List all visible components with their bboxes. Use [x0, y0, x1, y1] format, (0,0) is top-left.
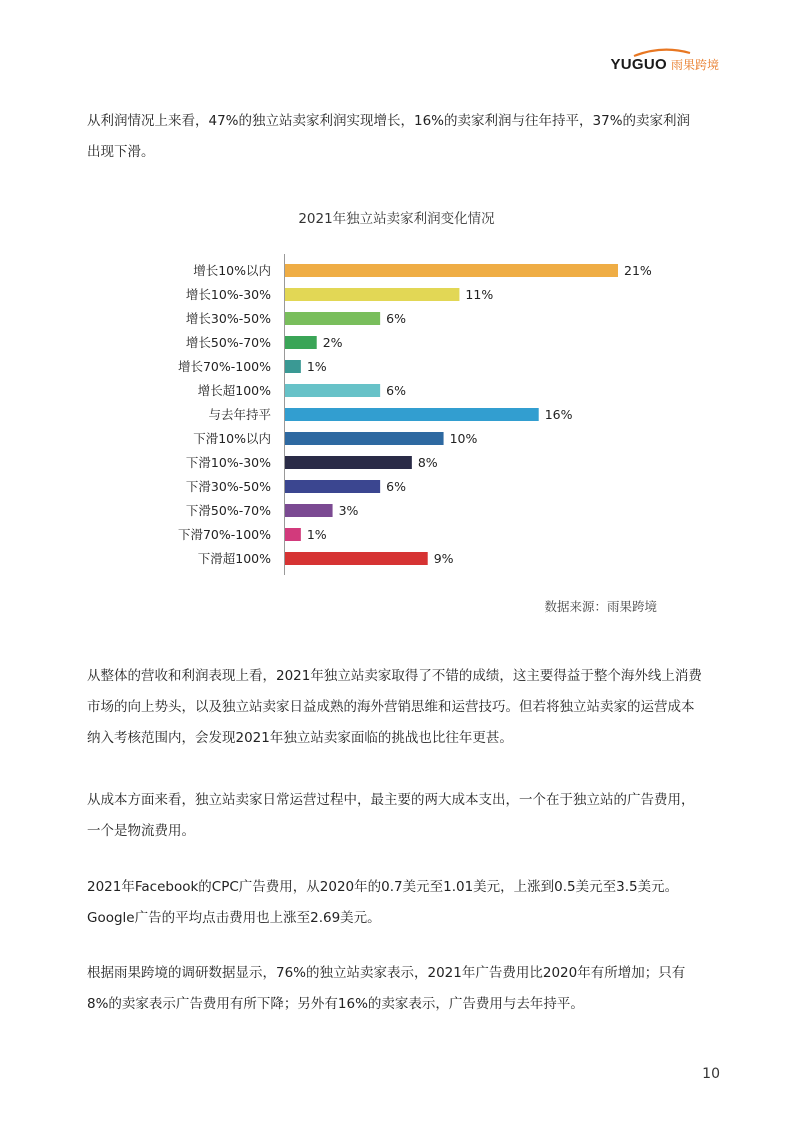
bar: [285, 456, 412, 469]
value-label: 9%: [433, 551, 454, 566]
category-label: 增长10%以内: [193, 263, 271, 278]
paragraph-profit-summary: 从利润情况上来看，47%的独立站卖家利润实现增长，16%的卖家利润与往年持平，37%的卖家利润出现下滑。: [87, 113, 691, 160]
bar: [285, 360, 301, 373]
value-label: 1%: [306, 527, 327, 542]
category-label: 下滑30%-50%: [185, 479, 271, 494]
data-source-note: 数据来源：雨果跨境: [544, 599, 657, 614]
bar: [285, 480, 380, 493]
bar: [285, 336, 317, 349]
logo-text: YUGUO: [610, 56, 667, 73]
value-label: 2%: [322, 335, 343, 350]
category-label: 下滑超100%: [197, 551, 271, 566]
category-label: 下滑70%-100%: [177, 527, 271, 542]
value-label: 21%: [624, 263, 652, 278]
value-label: 10%: [449, 431, 478, 446]
category-label: 下滑10%以内: [193, 431, 271, 446]
bar: [285, 384, 380, 397]
value-label: 1%: [306, 359, 327, 374]
bar: [285, 312, 380, 325]
category-label: 增长10%-30%: [185, 287, 271, 302]
value-label: 6%: [386, 479, 406, 494]
category-label: 与去年持平: [208, 407, 271, 422]
logo-chinese-text: 雨果跨境: [670, 58, 719, 72]
bar: [285, 552, 428, 565]
paragraph-cpc-fees: 2021年Facebook的CPC广告费用，从2020年的0.7美元至1.01美元，上涨到0.5美元至3.5美元。Google广告的平均点击费用也上涨至2.69美元。: [87, 879, 679, 926]
category-label: 增长30%-50%: [185, 311, 271, 326]
category-label: 增长50%-70%: [185, 335, 271, 350]
paragraph-survey-ad-fees: 根据雨果跨境的调研数据显示，76%的独立站卖家表示，2021年广告费用比2020年有所增加；只有8%的卖家表示广告费用有所下降；另外有16%的卖家表示，广告费用与去年持平。: [87, 965, 686, 1012]
bar: [285, 528, 301, 541]
value-label: 8%: [417, 455, 438, 470]
value-label: 11%: [465, 287, 494, 302]
value-label: 6%: [386, 311, 406, 326]
value-label: 3%: [338, 503, 359, 518]
value-label: 6%: [386, 383, 406, 398]
category-label: 增长70%-100%: [177, 359, 271, 374]
bar: [285, 408, 539, 421]
category-label: 下滑50%-70%: [185, 503, 271, 518]
value-label: 16%: [544, 407, 573, 422]
bar: [285, 288, 459, 301]
bar: [285, 432, 444, 445]
category-label: 增长超100%: [197, 383, 271, 398]
paragraph-cost: 从成本方面来看，独立站卖家日常运营过程中，最主要的两大成本支出，一个在于独立站的广告费用，一个是物流费用。: [87, 792, 695, 839]
bar: [285, 264, 618, 277]
chart-title: 2021年独立站卖家利润变化情况: [298, 211, 495, 227]
page-number: 10: [702, 1066, 720, 1082]
bar: [285, 504, 333, 517]
category-label: 下滑10%-30%: [185, 455, 271, 470]
paragraph-revenue-profit: 从整体的营收和利润表现上看，2021年独立站卖家取得了不错的成绩，这主要得益于整个海外线上消费市场的向上势头，以及独立站卖家日益成熟的海外营销思维和运营技巧。但若将独立站卖家的运营成本纳入考核范围内，会发现2021年独立站卖家面临的挑战也比往年更甚。: [87, 668, 702, 746]
